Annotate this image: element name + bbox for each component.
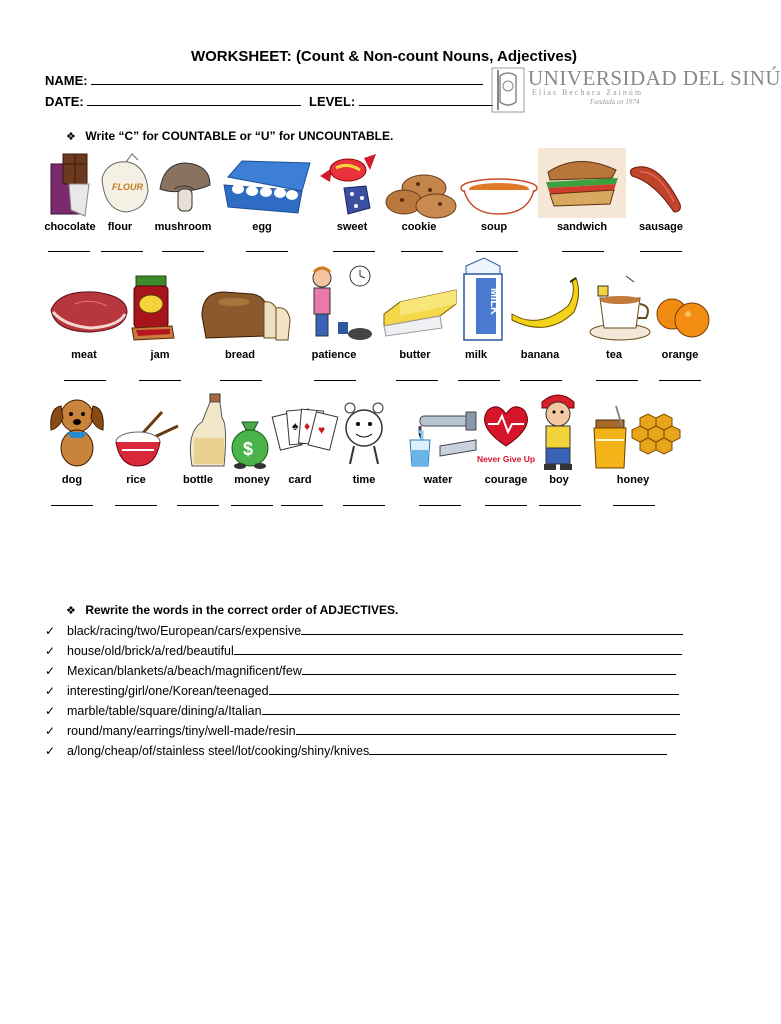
sandwich-picture <box>538 148 626 218</box>
word-label: honey <box>616 474 650 486</box>
adjective-item <box>45 744 667 758</box>
university-founded: Fundada en 1974 <box>590 98 640 106</box>
answer-blank[interactable] <box>314 380 356 381</box>
word-label: boy <box>549 474 569 486</box>
bottle-icon <box>182 392 228 470</box>
word-label: egg <box>252 221 272 233</box>
banana-picture <box>508 276 580 332</box>
orange-icon <box>654 292 710 340</box>
word-label: water <box>423 474 453 486</box>
word-label: tea <box>606 349 622 361</box>
cookie-picture <box>384 170 460 220</box>
word-label: butter <box>399 349 431 361</box>
banana-icon <box>508 276 580 332</box>
diamond-bullet-icon: ❖ <box>66 605 76 617</box>
jam-icon <box>130 274 176 344</box>
word-label: dog <box>61 474 83 486</box>
sweet-picture <box>316 148 380 220</box>
answer-blank[interactable] <box>419 505 461 506</box>
answer-blank[interactable] <box>246 251 288 252</box>
answer-blank[interactable] <box>539 505 581 506</box>
orange-picture <box>654 292 710 340</box>
adjective-item <box>45 724 676 738</box>
adjective-prompt: marble/table/square/dining/a/Italian <box>67 704 262 718</box>
rice-picture <box>112 410 184 470</box>
answer-blank[interactable] <box>640 251 682 252</box>
word-label: sweet <box>336 221 368 233</box>
time-picture <box>342 398 386 470</box>
checkmark-icon: ✓ <box>45 644 56 658</box>
adjective-prompt: interesting/girl/one/Korean/teenaged <box>67 684 269 698</box>
courage-icon <box>476 402 536 472</box>
flour-icon <box>96 150 154 220</box>
patience-picture <box>300 262 378 344</box>
boy-picture <box>534 388 582 472</box>
answer-blank[interactable] <box>281 505 323 506</box>
jam-picture <box>130 274 176 344</box>
answer-blank[interactable] <box>177 505 219 506</box>
answer-blank[interactable] <box>343 505 385 506</box>
word-label: bottle <box>183 474 213 486</box>
checkmark-icon: ✓ <box>45 664 56 678</box>
answer-blank[interactable] <box>231 505 273 506</box>
checkmark-icon: ✓ <box>45 724 56 738</box>
honey-icon <box>588 404 684 472</box>
tea-icon <box>586 272 654 344</box>
answer-blank[interactable] <box>48 251 90 252</box>
answer-blank[interactable] <box>162 251 204 252</box>
answer-line[interactable] <box>234 644 682 655</box>
adjective-item <box>45 684 679 698</box>
adjective-item <box>45 664 676 678</box>
university-name: UNIVERSIDAD DEL SINÚ <box>528 66 781 90</box>
checkmark-icon: ✓ <box>45 744 56 758</box>
checkmark-icon: ✓ <box>45 624 56 638</box>
university-seal-icon <box>490 66 526 114</box>
word-label: bread <box>225 349 255 361</box>
boy-icon <box>534 388 582 472</box>
word-label: chocolate <box>44 221 96 233</box>
water-picture <box>406 410 480 470</box>
date-level-row <box>45 93 493 109</box>
flour-picture <box>96 150 154 220</box>
answer-blank[interactable] <box>396 380 438 381</box>
answer-blank[interactable] <box>613 505 655 506</box>
mushroom-picture <box>154 155 216 217</box>
answer-line[interactable] <box>301 624 683 635</box>
chocolate-picture <box>45 150 95 220</box>
answer-blank[interactable] <box>520 380 562 381</box>
level-input-line[interactable] <box>359 93 493 106</box>
diamond-bullet-icon: ❖ <box>66 131 76 143</box>
time-icon <box>342 398 386 470</box>
word-label: mushroom <box>154 221 212 233</box>
meat-icon <box>45 286 131 340</box>
adjective-item <box>45 624 683 638</box>
milk-icon <box>458 256 508 344</box>
cookie-icon <box>384 170 460 220</box>
page-title: WORKSHEET: (Count & Non-count Nouns, Adjectives) <box>190 48 578 65</box>
honey-picture <box>588 404 684 472</box>
water-icon <box>406 410 480 470</box>
card-picture <box>272 404 342 470</box>
answer-blank[interactable] <box>115 505 157 506</box>
word-label: milk <box>464 349 488 361</box>
rice-icon <box>112 410 184 470</box>
bottle-picture <box>182 392 228 470</box>
soup-picture <box>458 176 540 218</box>
word-label: cookie <box>401 221 437 233</box>
adjective-prompt: house/old/brick/a/red/beautiful <box>67 644 234 658</box>
university-logo <box>490 66 781 114</box>
money-icon <box>228 410 272 470</box>
word-label: sandwich <box>556 221 608 233</box>
answer-blank[interactable] <box>476 251 518 252</box>
date-input-line[interactable] <box>87 93 301 106</box>
answer-blank[interactable] <box>659 380 701 381</box>
answer-line[interactable] <box>269 684 679 695</box>
sweet-icon <box>316 148 380 220</box>
word-label: jam <box>150 349 170 361</box>
svg-text:♠: ♠ <box>292 419 299 433</box>
word-label: card <box>288 474 312 486</box>
answer-blank[interactable] <box>333 251 375 252</box>
answer-line[interactable] <box>296 724 676 735</box>
courage-picture <box>476 402 536 472</box>
checkmark-icon: ✓ <box>45 704 56 718</box>
patience-icon <box>300 262 378 344</box>
word-label: flour <box>107 221 133 233</box>
answer-blank[interactable] <box>596 380 638 381</box>
butter-icon <box>380 286 460 340</box>
adjective-prompt: black/racing/two/European/cars/expensive <box>67 624 302 638</box>
answer-line[interactable] <box>302 664 676 675</box>
word-label: banana <box>520 349 560 361</box>
adjective-item <box>45 704 680 718</box>
answer-blank[interactable] <box>562 251 604 252</box>
butter-picture <box>380 286 460 340</box>
egg-icon <box>218 155 314 217</box>
answer-blank[interactable] <box>51 505 93 506</box>
name-input-line[interactable] <box>91 72 483 85</box>
name-field-row <box>45 72 483 88</box>
word-label: courage <box>484 474 528 486</box>
egg-picture <box>218 155 314 217</box>
sausage-icon <box>628 158 688 218</box>
word-label: time <box>352 474 376 486</box>
meat-picture <box>45 286 131 340</box>
mushroom-icon <box>154 155 216 217</box>
word-label: rice <box>126 474 146 486</box>
answer-line[interactable] <box>262 704 680 715</box>
adjective-prompt: Mexican/blankets/a/beach/magnificent/few <box>67 664 302 678</box>
bread-picture <box>198 286 298 344</box>
name-label: NAME: <box>45 73 88 88</box>
dog-icon <box>45 394 111 470</box>
courage-slogan: Never Give Up <box>476 454 536 464</box>
university-founder: Elías Bechara Zainúm <box>532 88 644 97</box>
adjective-item <box>45 644 682 658</box>
answer-blank[interactable] <box>485 505 527 506</box>
date-label: DATE: <box>45 94 84 109</box>
tea-picture <box>586 272 654 344</box>
money-picture <box>228 410 272 470</box>
word-label: meat <box>71 349 97 361</box>
sandwich-icon <box>538 148 626 218</box>
answer-line[interactable] <box>369 744 667 755</box>
word-label: soup <box>480 221 508 233</box>
word-label: money <box>234 474 270 486</box>
answer-blank[interactable] <box>64 380 106 381</box>
flour-bag-text: FLOUR <box>112 182 143 192</box>
section2-instruction <box>66 603 398 617</box>
svg-text:♥: ♥ <box>318 423 326 437</box>
adjective-prompt: round/many/earrings/tiny/well-made/resin <box>67 724 296 738</box>
milk-carton-text: MILK <box>488 288 500 315</box>
card-icon <box>272 404 342 470</box>
word-label: sausage <box>638 221 684 233</box>
svg-text:♦: ♦ <box>304 419 311 433</box>
sausage-picture <box>628 158 688 218</box>
section2-instruction-text: Rewrite the words in the correct order of ADJECTIVES. <box>85 603 399 617</box>
adjective-prompt: a/long/cheap/of/stainless steel/lot/cooking/shiny/knives <box>67 744 370 758</box>
answer-blank[interactable] <box>220 380 262 381</box>
section1-instruction-text: Write “C” for COUNTABLE or “U” for UNCOUNTABLE. <box>85 129 394 143</box>
answer-blank[interactable] <box>458 380 500 381</box>
word-label: orange <box>661 349 699 361</box>
word-label: patience <box>311 349 357 361</box>
section1-instruction <box>66 129 393 143</box>
milk-picture <box>458 256 508 344</box>
checkmark-icon: ✓ <box>45 684 56 698</box>
svg-text:$: $ <box>243 439 254 459</box>
level-label: LEVEL: <box>309 94 356 109</box>
answer-blank[interactable] <box>101 251 143 252</box>
answer-blank[interactable] <box>139 380 181 381</box>
dog-picture <box>45 394 111 470</box>
chocolate-icon <box>45 150 95 220</box>
answer-blank[interactable] <box>401 251 443 252</box>
soup-icon <box>458 176 540 218</box>
bread-icon <box>198 286 298 344</box>
